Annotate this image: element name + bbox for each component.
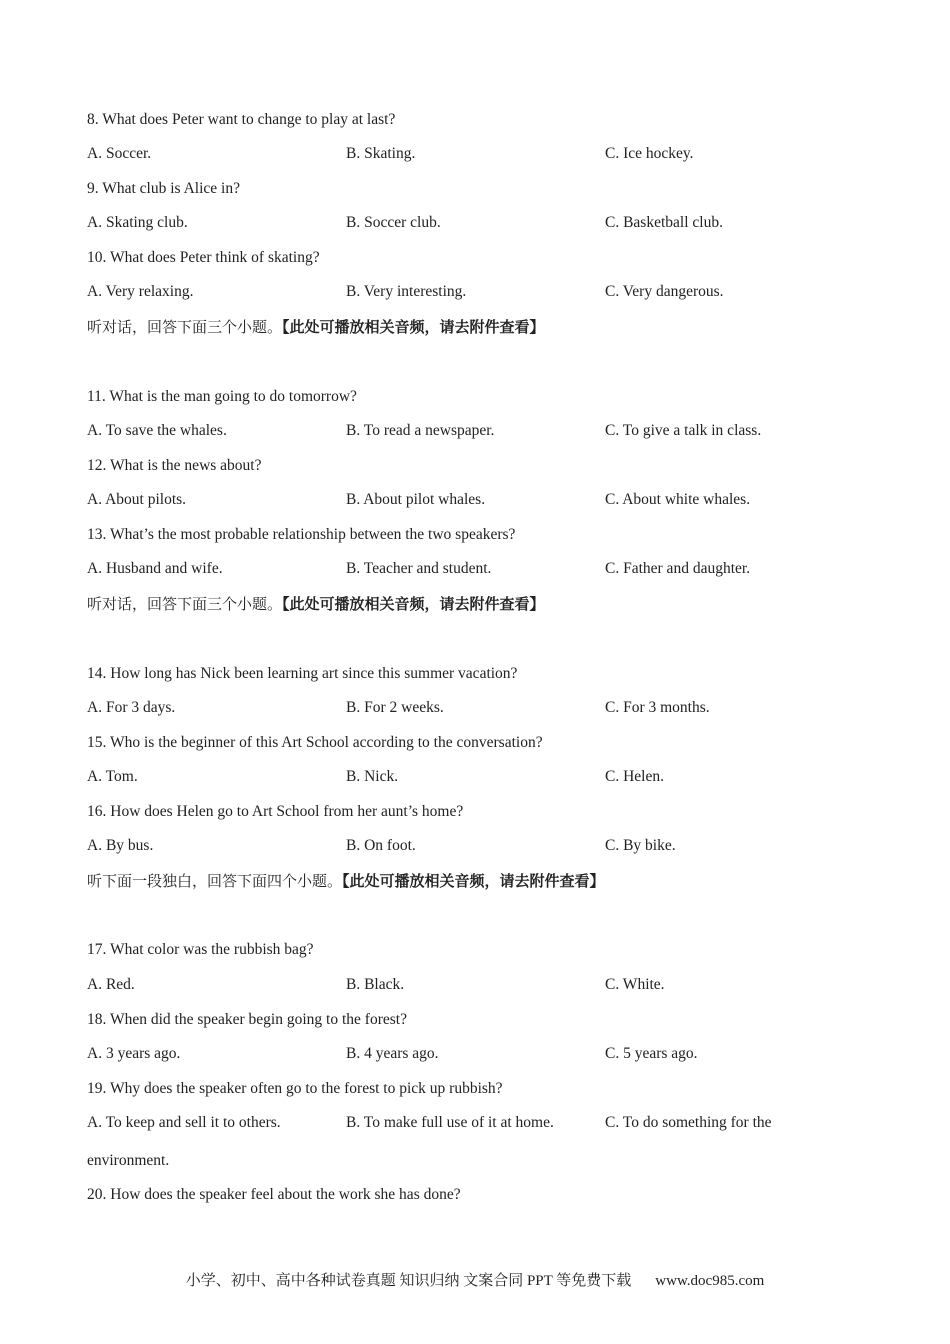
answer-option: B. Nick. [346, 768, 399, 785]
footer-text: 小学、初中、高中各种试卷真题 知识归纳 文案合同 PPT 等免费下载 [185, 1273, 632, 1289]
answer-option: C. About white whales. [605, 491, 751, 508]
question-text: 8. What does Peter want to change to play at last? [87, 111, 396, 128]
answer-option: C. For 3 months. [605, 699, 710, 716]
answer-option: C. Very dangerous. [605, 283, 724, 300]
instruction-text: 听对话，回答下面三个小题。 [87, 595, 283, 613]
question-text: 10. What does Peter think of skating? [87, 249, 320, 266]
page-footer [0, 1269, 950, 1290]
answer-option: A. By bus. [87, 837, 154, 854]
answer-option: A. Red. [87, 976, 135, 993]
audio-note: 【此处可播放相关音频，请去附件查看】 [282, 318, 545, 336]
answer-option: C. White. [605, 976, 665, 993]
answer-option: B. Soccer club. [346, 214, 441, 231]
answer-option: B. Very interesting. [346, 283, 467, 300]
instruction-text: 听下面一段独白，回答下面四个小题。 [87, 872, 343, 890]
question-text: 9. What club is Alice in? [87, 180, 240, 197]
footer-url: www.doc985.com [655, 1273, 765, 1289]
listening-instruction [87, 317, 545, 337]
listening-instruction [87, 871, 605, 891]
question-text: 11. What is the man going to do tomorrow? [87, 388, 357, 405]
answer-option: C. Helen. [605, 768, 664, 785]
answer-option: B. 4 years ago. [346, 1045, 439, 1062]
question-text: 16. How does Helen go to Art School from her aunt’s home? [87, 803, 464, 820]
answer-option: A. Husband and wife. [87, 560, 223, 577]
answer-option: B. On foot. [346, 837, 416, 854]
answer-option: A. To save the whales. [87, 422, 227, 439]
answer-option: B. Black. [346, 976, 405, 993]
question-text: 19. Why does the speaker often go to the forest to pick up rubbish? [87, 1080, 503, 1097]
answer-option: C. Father and daughter. [605, 560, 751, 577]
answer-option: C. 5 years ago. [605, 1045, 698, 1062]
answer-option: C. Basketball club. [605, 214, 723, 231]
answer-option: B. Teacher and student. [346, 560, 492, 577]
answer-option: C. By bike. [605, 837, 676, 854]
question-text: 13. What’s the most probable relationship between the two speakers? [87, 526, 516, 543]
answer-option: C. To do something for the [605, 1114, 772, 1131]
question-text: 20. How does the speaker feel about the work she has done? [87, 1186, 461, 1203]
answer-option: A. Soccer. [87, 145, 152, 162]
answer-option: A. About pilots. [87, 491, 187, 508]
answer-option: A. For 3 days. [87, 699, 176, 716]
question-text: 12. What is the news about? [87, 457, 262, 474]
instruction-text: 听对话，回答下面三个小题。 [87, 318, 283, 336]
answer-option: A. Skating club. [87, 214, 188, 231]
question-text: 18. When did the speaker begin going to the forest? [87, 1011, 407, 1028]
question-text: 15. Who is the beginner of this Art School according to the conversation? [87, 734, 543, 751]
answer-option: A. Very relaxing. [87, 283, 194, 300]
answer-option: B. About pilot whales. [346, 491, 486, 508]
audio-note: 【此处可播放相关音频，请去附件查看】 [342, 872, 605, 890]
answer-option: C. To give a talk in class. [605, 422, 762, 439]
answer-option: C. Ice hockey. [605, 145, 694, 162]
answer-option: B. To make full use of it at home. [346, 1114, 554, 1131]
answer-option: A. To keep and sell it to others. [87, 1114, 281, 1131]
question-text: 17. What color was the rubbish bag? [87, 941, 314, 958]
listening-instruction [87, 594, 545, 614]
answer-option: B. For 2 weeks. [346, 699, 444, 716]
audio-note: 【此处可播放相关音频，请去附件查看】 [282, 595, 545, 613]
answer-option: A. Tom. [87, 768, 138, 785]
question-text: 14. How long has Nick been learning art since this summer vacation? [87, 665, 518, 682]
answer-option: B. Skating. [346, 145, 416, 162]
answer-option: B. To read a newspaper. [346, 422, 495, 439]
answer-option: A. 3 years ago. [87, 1045, 181, 1062]
question-text: environment. [87, 1152, 170, 1169]
